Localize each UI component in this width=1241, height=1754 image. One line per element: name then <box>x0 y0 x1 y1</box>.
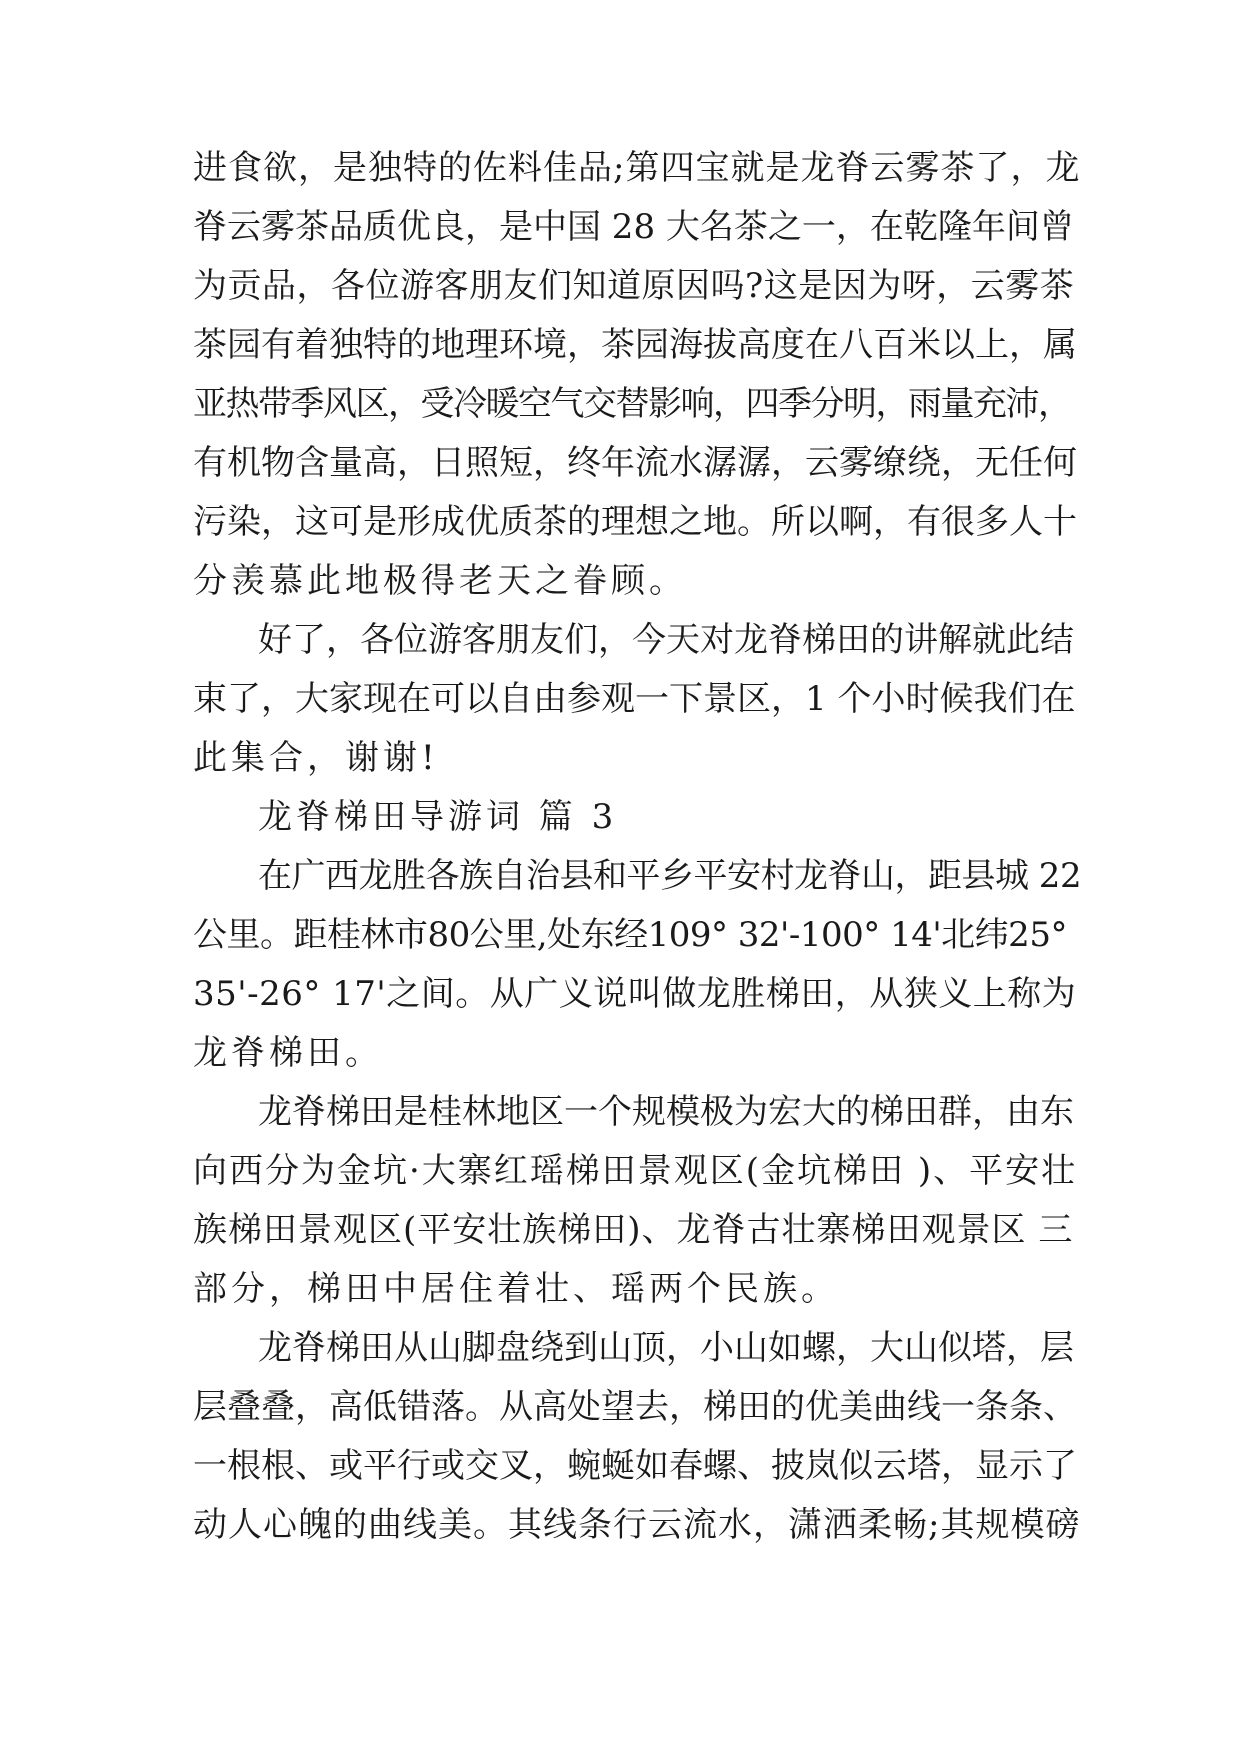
text-line: 35'-26° 17'之间。从广义说叫做龙胜梯田，从狭义上称为 <box>193 974 1077 1014</box>
text-line: 在广西龙胜各族自治县和平乡平安村龙脊山，距县城 22 <box>258 856 1082 896</box>
text-line: 族梯田景观区(平安壮族梯田)、龙脊古壮寨梯田观景区 三 <box>193 1210 1074 1250</box>
text-line: 此集合，谢谢! <box>193 738 439 778</box>
section-heading: 龙脊梯田导游词 篇 3 <box>258 797 618 837</box>
text-line: 脊云雾茶品质优良，是中国 28 大名茶之一，在乾隆年间曾 <box>193 207 1074 247</box>
text-line: 分羡慕此地极得老天之眷顾。 <box>193 561 687 601</box>
text-line: 向西分为金坑·大寨红瑶梯田景观区(金坑梯田 )、平安壮 <box>193 1151 1078 1191</box>
text-line: 公里。距桂林市80公里,处东经109° 32'-100° 14'北纬25° <box>193 915 1067 955</box>
text-line: 束了，大家现在可以自由参观一下景区，1 个小时候我们在 <box>193 679 1076 719</box>
text-line: 为贡品，各位游客朋友们知道原因吗?这是因为呀，云雾茶 <box>193 266 1075 306</box>
text-line: 亚热带季风区，受冷暖空气交替影响，四季分明，雨量充沛， <box>193 384 1071 424</box>
text-line: 进食欲，是独特的佐料佳品;第四宝就是龙脊云雾茶了，龙 <box>193 148 1081 188</box>
text-line: 茶园有着独特的地理环境，茶园海拔高度在八百米以上，属 <box>193 325 1077 365</box>
text-line: 龙脊梯田是桂林地区一个规模极为宏大的梯田群，由东 <box>258 1092 1074 1132</box>
text-line: 部分，梯田中居住着壮、瑶两个民族。 <box>193 1269 839 1309</box>
text-line: 一根根、或平行或交叉，蜿蜒如春螺、披岚似云塔，显示了 <box>193 1446 1077 1486</box>
text-line: 污染，这可是形成优质茶的理想之地。所以啊，有很多人十 <box>193 502 1077 542</box>
text-line: 龙脊梯田从山脚盘绕到山顶，小山如螺，大山似塔，层 <box>258 1328 1074 1368</box>
text-line: 层叠叠，高低错落。从高处望去，梯田的优美曲线一条条、 <box>193 1387 1077 1427</box>
text-line: 有机物含量高，日照短，终年流水潺潺，云雾缭绕，无任何 <box>193 443 1077 483</box>
text-line: 动人心魄的曲线美。其线条行云流水，潇洒柔畅;其规模磅 <box>193 1505 1081 1545</box>
text-line: 好了，各位游客朋友们，今天对龙脊梯田的讲解就此结 <box>258 620 1074 660</box>
text-line: 龙脊梯田。 <box>193 1033 383 1073</box>
